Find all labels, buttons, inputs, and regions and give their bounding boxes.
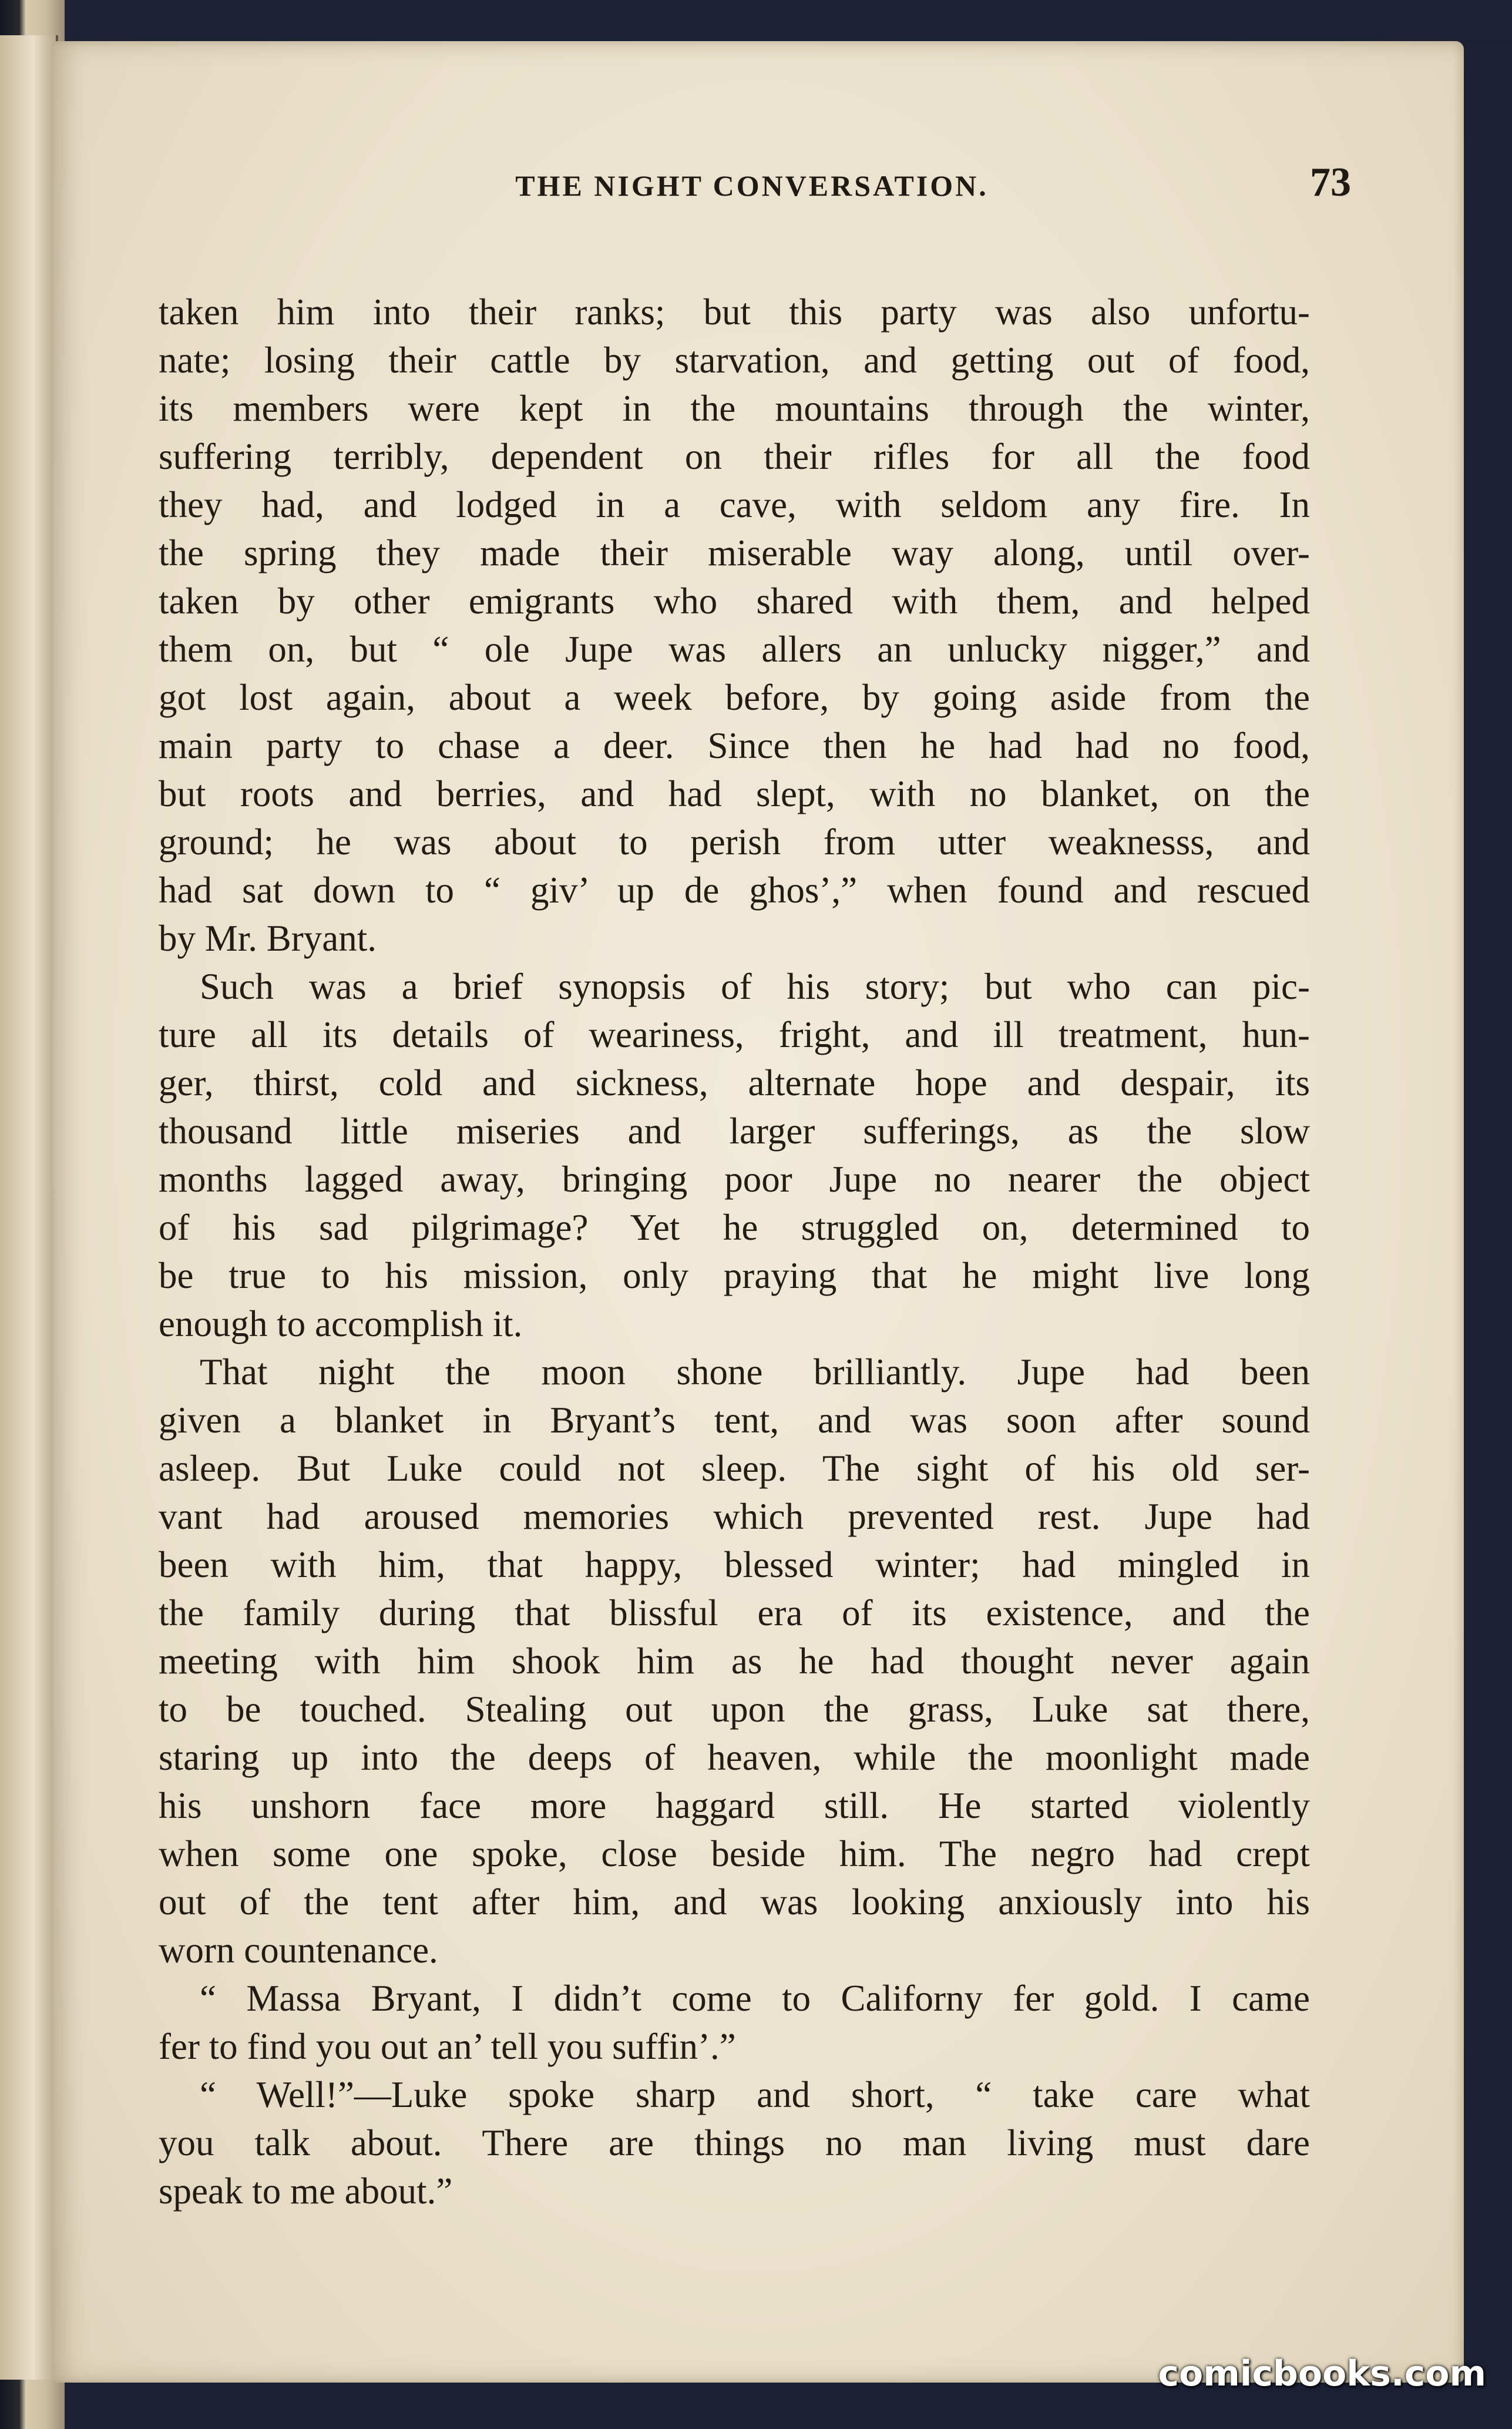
paragraph-start-line: “ Well!”—Luke spoke sharp and short, “ take care what — [200, 2074, 1310, 2115]
text-line: got lost again, about a week before, by going aside from the — [159, 677, 1310, 718]
text-line: its members were kept in the mountains through the winter, — [159, 388, 1310, 429]
text-line: given a blanket in Bryant’s tent, and was soon after sound — [159, 1400, 1310, 1441]
body-text — [159, 288, 1310, 2227]
book-page — [53, 41, 1464, 2383]
text-line: speak to me about.” — [159, 2170, 453, 2212]
text-line: ground; he was about to perish from utter weaknesss, and — [159, 821, 1310, 863]
text-line: vant had aroused memories which prevented rest. Jupe had — [159, 1496, 1310, 1537]
text-line: main party to chase a deer. Since then he had had no food, — [159, 725, 1310, 766]
text-line: nate; losing their cattle by starvation, and getting out of food, — [159, 340, 1310, 381]
text-line: asleep. But Luke could not sleep. The sight of his old ser- — [159, 1448, 1310, 1489]
text-line: had sat down to “ giv’ up de ghos’,” when found and rescued — [159, 870, 1310, 911]
text-line: taken by other emigrants who shared with them, and helped — [159, 581, 1310, 622]
running-title: THE NIGHT CONVERSATION. — [515, 169, 989, 202]
text-line: out of the tent after him, and was looking anxiously into his — [159, 1881, 1310, 1923]
text-line: meeting with him shook him as he had thought never again — [159, 1640, 1310, 1682]
text-line: ture all its details of weariness, fright, and ill treatment, hun- — [159, 1014, 1310, 1055]
scanner-top-edge — [0, 0, 1512, 41]
text-line: fer to find you out an’ tell you suffin’.” — [159, 2026, 736, 2067]
page-number: 73 — [1310, 160, 1351, 205]
text-line: the spring they made their miserable way along, until over- — [159, 532, 1310, 573]
text-line: suffering terribly, dependent on their rifles for all the food — [159, 436, 1310, 477]
text-line: enough to accomplish it. — [159, 1303, 523, 1344]
text-line: ger, thirst, cold and sickness, alternate hope and despair, its — [159, 1062, 1310, 1103]
text-line: but roots and berries, and had slept, with no blanket, on the — [159, 773, 1310, 814]
text-line: be true to his mission, only praying that he might live long — [159, 1255, 1310, 1296]
previous-page-edge — [0, 35, 58, 2380]
text-line: been with him, that happy, blessed winter; had mingled in — [159, 1544, 1310, 1585]
text-line: worn countenance. — [159, 1930, 438, 1971]
text-line: of his sad pilgrimage? Yet he struggled on, determined to — [159, 1207, 1310, 1248]
text-line: to be touched. Stealing out upon the grass, Luke sat there, — [159, 1689, 1310, 1730]
text-line: the family during that blissful era of its existence, and the — [159, 1592, 1310, 1633]
site-watermark: comicbooks.com — [1158, 2353, 1486, 2394]
text-line: you talk about. There are things no man living must dare — [159, 2122, 1310, 2163]
text-line: taken him into their ranks; but this party was also unfortu- — [159, 291, 1310, 333]
text-line: by Mr. Bryant. — [159, 918, 377, 959]
text-line: they had, and lodged in a cave, with seldom any fire. In — [159, 484, 1310, 525]
text-line: thousand little miseries and larger sufferings, as the slow — [159, 1111, 1310, 1152]
paragraph-start-line: That night the moon shone brilliantly. Jupe had been — [200, 1351, 1310, 1393]
text-line: his unshorn face more haggard still. He started violently — [159, 1785, 1310, 1826]
paragraph-start-line: Such was a brief synopsis of his story; but who can pic- — [200, 966, 1310, 1007]
paragraph-start-line: “ Massa Bryant, I didn’t come to Californy fer gold. I came — [200, 1978, 1310, 2019]
text-line: staring up into the deeps of heaven, while the moonlight made — [159, 1737, 1310, 1778]
text-line: when some one spoke, close beside him. The negro had crept — [159, 1833, 1310, 1874]
text-line: months lagged away, bringing poor Jupe no nearer the object — [159, 1159, 1310, 1200]
text-line: them on, but “ ole Jupe was allers an unlucky nigger,” and — [159, 629, 1310, 670]
